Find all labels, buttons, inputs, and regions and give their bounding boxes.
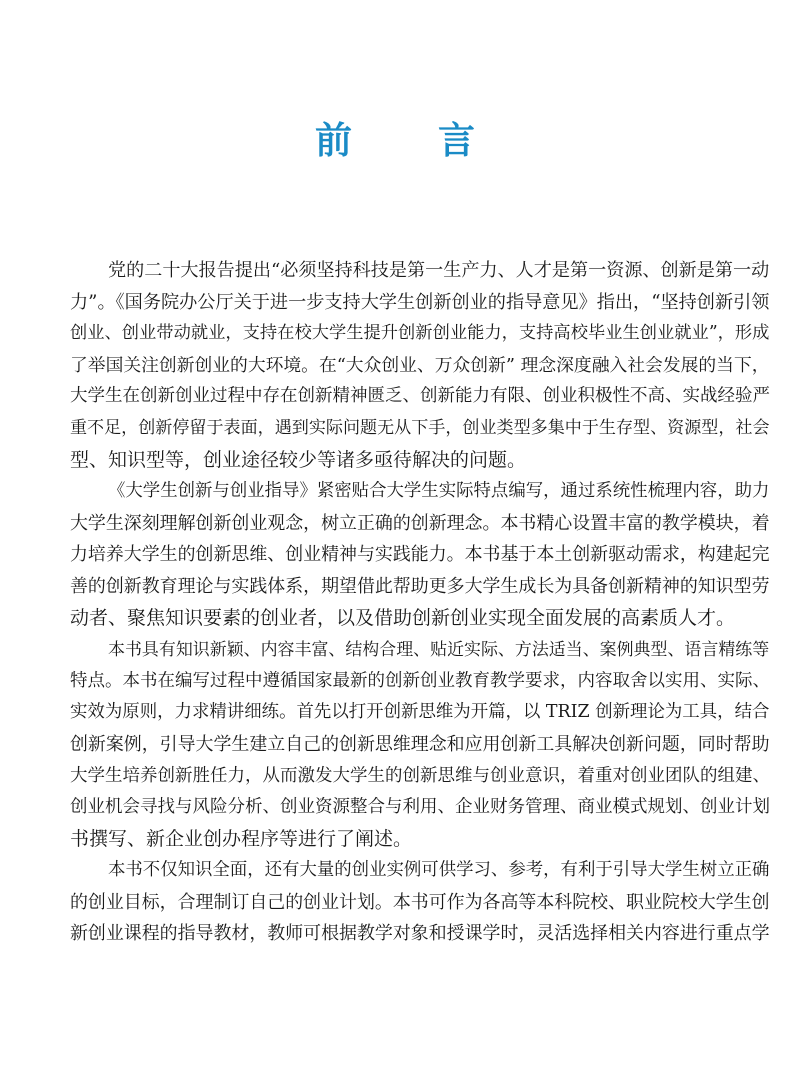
preface-body bbox=[70, 255, 770, 950]
title-char-1: 前 bbox=[315, 118, 352, 162]
title-char-2: 言 bbox=[438, 118, 475, 162]
paragraph-line: 党的二十大报告提出“必须坚持科技是第一生产力、人才是第一资源、创新是第一动 bbox=[108, 260, 770, 281]
paragraph-line: 大学生在创新创业过程中存在创新精神匮乏、创新能力有限、创业积极性不高、实战经验严 bbox=[70, 386, 770, 407]
paragraph-line: 力”。《国务院办公厅关于进一步支持大学生创新创业的指导意见》指出，“坚持创新引领 bbox=[70, 291, 770, 313]
paragraph-line: 创新案例，引导大学生建立自己的创新思维理念和应用创新工具解决创新问题，同时帮助 bbox=[70, 733, 770, 755]
paragraph-line: 《大学生创新与创业指导》紧密贴合大学生实际特点编写，通过系统性梳理内容，助力 bbox=[108, 481, 770, 502]
paragraph-line: 善的创新教育理论与实践体系，期望借此帮助更多大学生成长为具备创新精神的知识型劳 bbox=[70, 575, 770, 597]
paragraph-line: 创业机会寻找与风险分析、创业资源整合与利用、企业财务管理、商业模式规划、创业计划 bbox=[70, 797, 770, 818]
paragraph-line: 本书具有知识新颖、内容丰富、结构合理、贴近实际、方法适当、案例典型、语言精练等 bbox=[108, 639, 770, 660]
paragraph-line: 书撰写、新企业创办程序等进行了阐述。 bbox=[70, 827, 413, 850]
paragraph-line: 特点。本书在编写过程中遵循国家最新的创新创业教育教学要求，内容取舍以实用、实际、 bbox=[70, 670, 770, 691]
paragraph-line: 了举国关注创新创业的大环境。在“大众创业、万众创新” 理念深度融入社会发展的当下， bbox=[70, 354, 770, 376]
paragraph-line: 大学生培养创新胜任力，从而激发大学生的创新思维与创业意识，着重对创业团队的组建、 bbox=[70, 765, 770, 786]
paragraph-line: 实效为原则，力求精讲细练。首先以打开创新思维为开篇，以 TRIZ 创新理论为工具，结合 bbox=[70, 702, 770, 723]
paragraph-line: 创业、创业带动就业，支持在校大学生提升创新创业能力，支持高校毕业生创业就业”，形成 bbox=[70, 323, 770, 344]
paragraph-4 bbox=[70, 855, 770, 950]
paragraph-1 bbox=[70, 255, 770, 476]
paragraph-line: 型、知识型等，创业途径较少等诸多亟待解决的问题。 bbox=[70, 448, 527, 471]
paragraph-line: 的创业目标，合理制订自己的创业计划。本书可作为各高等本科院校、职业院校大学生创 bbox=[70, 891, 770, 913]
paragraph-line: 新创业课程的指导教材，教师可根据教学对象和授课学时，灵活选择相关内容进行重点学 bbox=[70, 923, 770, 945]
paragraph-line: 大学生深刻理解创新创业观念，树立正确的创新理念。本书精心设置丰富的教学模块，着 bbox=[70, 512, 770, 534]
paragraph-2 bbox=[70, 476, 770, 634]
page-title bbox=[0, 110, 790, 170]
paragraph-line: 重不足，创新停留于表面，遇到实际问题无从下手，创业类型多集中于生存型、资源型，社会 bbox=[70, 417, 770, 438]
paragraph-3 bbox=[70, 634, 770, 855]
paragraph-line: 动者、聚焦知识要素的创业者，以及借助创新创业实现全面发展的高素质人才。 bbox=[70, 606, 736, 629]
paragraph-line: 本书不仅知识全面，还有大量的创业实例可供学习、参考，有利于引导大学生树立正确 bbox=[108, 860, 770, 881]
paragraph-line: 力培养大学生的创新思维、创业精神与实践能力。本书基于本土创新驱动需求，构建起完 bbox=[70, 544, 770, 566]
